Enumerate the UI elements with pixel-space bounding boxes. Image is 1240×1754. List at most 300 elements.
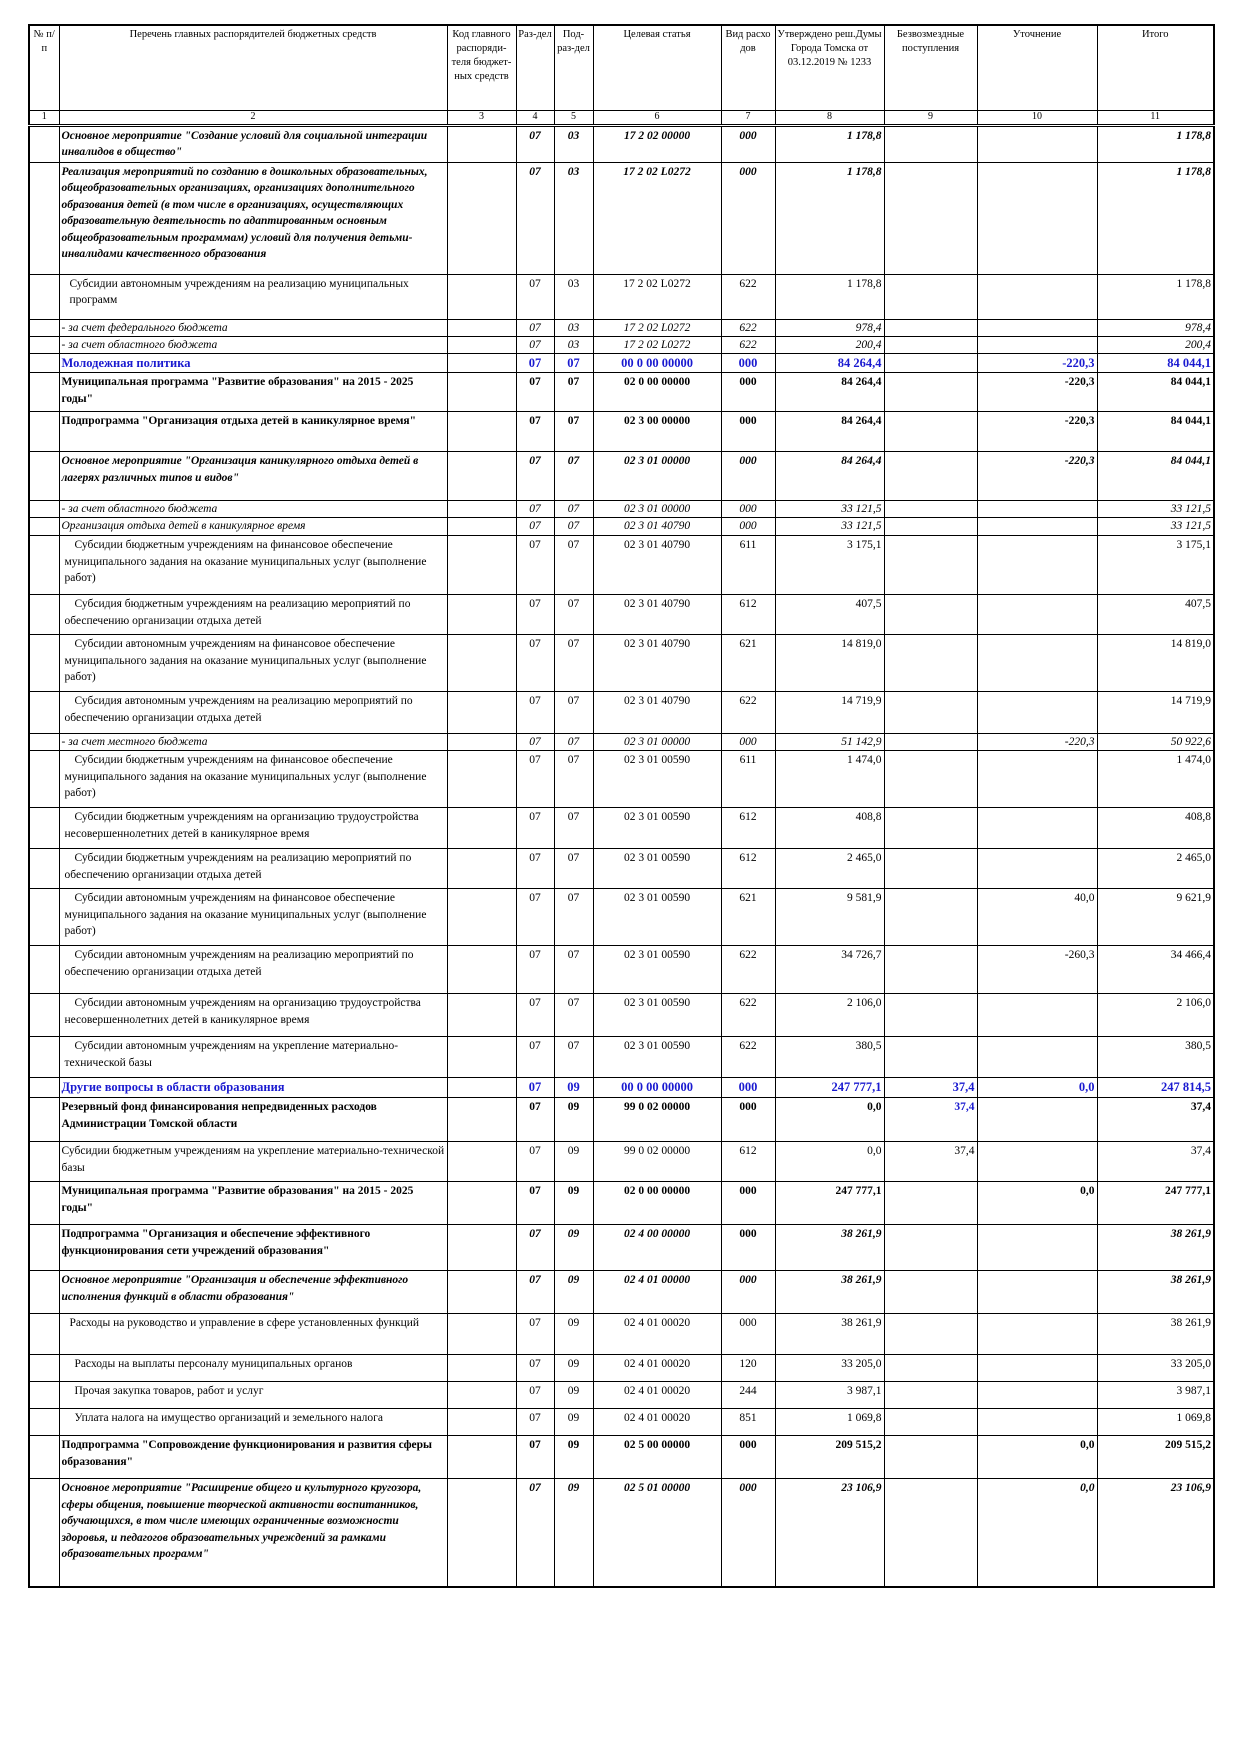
row-razdel-cell: 07	[516, 1225, 554, 1271]
table-row	[29, 1037, 1214, 1078]
row-total-cell: 1 069,8	[1097, 1409, 1214, 1436]
col-number: 6	[593, 110, 721, 125]
row-podrazdel-cell: 07	[554, 518, 593, 536]
row-approved-cell: 38 261,9	[775, 1314, 884, 1355]
row-razdel-cell: 07	[516, 125, 554, 162]
table-body	[29, 125, 1214, 1587]
row-number-cell	[29, 849, 59, 889]
row-total-cell: 2 465,0	[1097, 849, 1214, 889]
row-total-cell: 38 261,9	[1097, 1314, 1214, 1355]
row-adjustment-cell: 0,0	[977, 1078, 1097, 1098]
row-razdel-cell: 07	[516, 849, 554, 889]
row-target-cell: 02 3 00 00000	[593, 412, 721, 452]
row-razdel-cell: 07	[516, 501, 554, 518]
row-number-cell	[29, 1271, 59, 1314]
row-grants-cell	[884, 1355, 977, 1382]
table-row	[29, 536, 1214, 595]
table-row	[29, 1098, 1214, 1142]
row-podrazdel-cell: 03	[554, 336, 593, 353]
row-razdel-cell: 07	[516, 889, 554, 946]
col-number: 3	[447, 110, 516, 125]
row-expense-type-cell: 611	[721, 536, 775, 595]
table-row	[29, 1182, 1214, 1225]
row-target-cell: 02 5 00 00000	[593, 1436, 721, 1479]
row-name-cell: Уплата налога на имущество организаций и земельного налога	[59, 1409, 447, 1436]
row-grants-cell	[884, 889, 977, 946]
row-target-cell: 02 4 01 00020	[593, 1409, 721, 1436]
row-approved-cell: 34 726,7	[775, 946, 884, 994]
row-total-cell: 33 121,5	[1097, 501, 1214, 518]
row-total-cell: 84 044,1	[1097, 353, 1214, 373]
row-grants-cell	[884, 518, 977, 536]
row-number-cell	[29, 162, 59, 274]
row-approved-cell: 247 777,1	[775, 1182, 884, 1225]
table-row	[29, 518, 1214, 536]
row-number-cell	[29, 1409, 59, 1436]
row-approved-cell: 51 142,9	[775, 734, 884, 751]
row-code-cell	[447, 1409, 516, 1436]
col-number: 1	[29, 110, 59, 125]
row-expense-type-cell: 000	[721, 125, 775, 162]
row-code-cell	[447, 1314, 516, 1355]
row-target-cell: 02 3 01 00590	[593, 889, 721, 946]
col-header-grants: Безвозмездные поступления	[884, 25, 977, 110]
row-adjustment-cell: -220,3	[977, 412, 1097, 452]
row-expense-type-cell: 612	[721, 595, 775, 635]
row-expense-type-cell: 000	[721, 1182, 775, 1225]
row-podrazdel-cell: 09	[554, 1355, 593, 1382]
row-number-cell	[29, 1182, 59, 1225]
row-approved-cell: 1 178,8	[775, 162, 884, 274]
row-podrazdel-cell: 03	[554, 162, 593, 274]
row-approved-cell: 200,4	[775, 336, 884, 353]
row-number-cell	[29, 501, 59, 518]
row-podrazdel-cell: 07	[554, 373, 593, 412]
row-approved-cell: 33 121,5	[775, 518, 884, 536]
row-grants-cell	[884, 353, 977, 373]
row-approved-cell: 209 515,2	[775, 1436, 884, 1479]
table-row	[29, 734, 1214, 751]
row-razdel-cell: 07	[516, 808, 554, 849]
row-adjustment-cell	[977, 1314, 1097, 1355]
row-number-cell	[29, 319, 59, 336]
row-podrazdel-cell: 07	[554, 501, 593, 518]
row-total-cell: 2 106,0	[1097, 994, 1214, 1037]
row-expense-type-cell: 612	[721, 849, 775, 889]
row-grants-cell	[884, 1271, 977, 1314]
row-name-cell: - за счет областного бюджета	[59, 501, 447, 518]
row-grants-cell	[884, 849, 977, 889]
row-grants-cell	[884, 808, 977, 849]
row-podrazdel-cell: 03	[554, 319, 593, 336]
row-razdel-cell: 07	[516, 635, 554, 692]
row-code-cell	[447, 536, 516, 595]
row-podrazdel-cell: 09	[554, 1271, 593, 1314]
row-target-cell: 02 3 01 00590	[593, 946, 721, 994]
row-podrazdel-cell: 09	[554, 1479, 593, 1587]
row-adjustment-cell	[977, 518, 1097, 536]
row-adjustment-cell	[977, 1037, 1097, 1078]
row-number-cell	[29, 1436, 59, 1479]
row-number-cell	[29, 635, 59, 692]
row-number-cell	[29, 1078, 59, 1098]
row-name-cell: Субсидия бюджетным учреждениям на реализацию мероприятий по обеспечению организации отдыха детей	[59, 595, 447, 635]
row-grants-cell	[884, 946, 977, 994]
row-number-cell	[29, 734, 59, 751]
row-podrazdel-cell: 07	[554, 1037, 593, 1078]
row-target-cell: 02 3 01 00590	[593, 1037, 721, 1078]
row-expense-type-cell: 612	[721, 1142, 775, 1182]
row-expense-type-cell: 000	[721, 412, 775, 452]
row-name-cell: Субсидии бюджетным учреждениям на организацию трудоустройства несовершеннолетних детей в каникулярное время	[59, 808, 447, 849]
row-total-cell: 380,5	[1097, 1037, 1214, 1078]
col-number: 9	[884, 110, 977, 125]
row-adjustment-cell	[977, 849, 1097, 889]
row-expense-type-cell: 621	[721, 635, 775, 692]
row-adjustment-cell	[977, 808, 1097, 849]
col-header-approved: Утверждено реш.Думы Города Томска от 03.12.2019 № 1233	[775, 25, 884, 110]
row-approved-cell: 0,0	[775, 1098, 884, 1142]
row-adjustment-cell	[977, 501, 1097, 518]
row-total-cell: 14 819,0	[1097, 635, 1214, 692]
row-razdel-cell: 07	[516, 692, 554, 734]
row-razdel-cell: 07	[516, 1409, 554, 1436]
row-grants-cell	[884, 373, 977, 412]
row-number-cell	[29, 353, 59, 373]
row-target-cell: 02 3 01 40790	[593, 635, 721, 692]
row-grants-cell	[884, 1436, 977, 1479]
row-target-cell: 17 2 02 L0272	[593, 162, 721, 274]
row-adjustment-cell: -220,3	[977, 734, 1097, 751]
row-total-cell: 200,4	[1097, 336, 1214, 353]
row-expense-type-cell: 611	[721, 751, 775, 808]
row-code-cell	[447, 1382, 516, 1409]
row-approved-cell: 1 069,8	[775, 1409, 884, 1436]
row-podrazdel-cell: 09	[554, 1098, 593, 1142]
row-adjustment-cell	[977, 1409, 1097, 1436]
row-razdel-cell: 07	[516, 518, 554, 536]
row-approved-cell: 978,4	[775, 319, 884, 336]
row-expense-type-cell: 000	[721, 1479, 775, 1587]
row-podrazdel-cell: 07	[554, 692, 593, 734]
row-podrazdel-cell: 07	[554, 353, 593, 373]
row-total-cell: 408,8	[1097, 808, 1214, 849]
row-adjustment-cell: -220,3	[977, 373, 1097, 412]
row-name-cell: Субсидия автономным учреждениям на реализацию мероприятий по обеспечению организации отдыха детей	[59, 692, 447, 734]
row-name-cell: Субсидии автономным учреждениям на реализацию мероприятий по обеспечению организации отдыха детей	[59, 946, 447, 994]
row-podrazdel-cell: 07	[554, 536, 593, 595]
table-row	[29, 1479, 1214, 1587]
row-podrazdel-cell: 09	[554, 1314, 593, 1355]
table-row	[29, 635, 1214, 692]
table-row	[29, 1271, 1214, 1314]
row-code-cell	[447, 734, 516, 751]
row-number-cell	[29, 452, 59, 501]
row-approved-cell: 407,5	[775, 595, 884, 635]
row-code-cell	[447, 635, 516, 692]
col-header-code: Код главного распоряди-теля бюджет-ных средств	[447, 25, 516, 110]
row-code-cell	[447, 452, 516, 501]
row-adjustment-cell	[977, 1142, 1097, 1182]
row-name-cell: Субсидии бюджетным учреждениям на реализацию мероприятий по обеспечению организации отдыха детей	[59, 849, 447, 889]
row-total-cell: 50 922,6	[1097, 734, 1214, 751]
row-adjustment-cell	[977, 751, 1097, 808]
row-approved-cell: 1 178,8	[775, 125, 884, 162]
row-target-cell: 02 3 01 00000	[593, 452, 721, 501]
row-adjustment-cell	[977, 162, 1097, 274]
row-target-cell: 02 3 01 00590	[593, 808, 721, 849]
row-grants-cell	[884, 1409, 977, 1436]
row-adjustment-cell	[977, 319, 1097, 336]
row-name-cell: Другие вопросы в области образования	[59, 1078, 447, 1098]
col-header-adjustment: Уточнение	[977, 25, 1097, 110]
row-target-cell: 02 4 01 00000	[593, 1271, 721, 1314]
row-name-cell: - за счет областного бюджета	[59, 336, 447, 353]
row-grants-cell	[884, 1225, 977, 1271]
col-header-razdel: Раз-дел	[516, 25, 554, 110]
table-row	[29, 1382, 1214, 1409]
row-adjustment-cell: 0,0	[977, 1436, 1097, 1479]
row-code-cell	[447, 501, 516, 518]
row-razdel-cell: 07	[516, 1271, 554, 1314]
row-target-cell: 17 2 02 00000	[593, 125, 721, 162]
row-adjustment-cell	[977, 536, 1097, 595]
row-target-cell: 02 3 01 40790	[593, 536, 721, 595]
col-number: 10	[977, 110, 1097, 125]
row-target-cell: 02 3 01 00590	[593, 751, 721, 808]
row-grants-cell	[884, 734, 977, 751]
row-number-cell	[29, 1314, 59, 1355]
row-razdel-cell: 07	[516, 319, 554, 336]
row-grants-cell	[884, 994, 977, 1037]
row-total-cell: 9 621,9	[1097, 889, 1214, 946]
row-razdel-cell: 07	[516, 946, 554, 994]
row-number-cell	[29, 1355, 59, 1382]
row-target-cell: 02 3 01 40790	[593, 518, 721, 536]
row-expense-type-cell: 000	[721, 1436, 775, 1479]
row-expense-type-cell: 000	[721, 518, 775, 536]
row-code-cell	[447, 595, 516, 635]
row-expense-type-cell: 621	[721, 889, 775, 946]
row-target-cell: 00 0 00 00000	[593, 1078, 721, 1098]
table-row	[29, 274, 1214, 319]
row-grants-cell	[884, 595, 977, 635]
row-adjustment-cell: 40,0	[977, 889, 1097, 946]
row-podrazdel-cell: 09	[554, 1382, 593, 1409]
row-number-cell	[29, 536, 59, 595]
table-row	[29, 1409, 1214, 1436]
row-expense-type-cell: 000	[721, 452, 775, 501]
row-razdel-cell: 07	[516, 162, 554, 274]
row-code-cell	[447, 994, 516, 1037]
row-grants-cell	[884, 536, 977, 595]
row-number-cell	[29, 373, 59, 412]
col-header-target: Целевая статья	[593, 25, 721, 110]
row-code-cell	[447, 1078, 516, 1098]
row-code-cell	[447, 1142, 516, 1182]
row-total-cell: 37,4	[1097, 1142, 1214, 1182]
row-podrazdel-cell: 07	[554, 849, 593, 889]
col-number: 5	[554, 110, 593, 125]
table-row	[29, 125, 1214, 162]
row-code-cell	[447, 751, 516, 808]
row-name-cell: Подпрограмма "Сопровождение функционирования и развития сферы образования"	[59, 1436, 447, 1479]
row-name-cell: Субсидии бюджетным учреждениям на финансовое обеспечение муниципального задания на оказание муниципальных услуг (выполнение работ)	[59, 751, 447, 808]
row-razdel-cell: 07	[516, 1382, 554, 1409]
row-expense-type-cell: 622	[721, 946, 775, 994]
row-adjustment-cell	[977, 336, 1097, 353]
row-name-cell: Прочая закупка товаров, работ и услуг	[59, 1382, 447, 1409]
row-name-cell: Организация отдыха детей в каникулярное время	[59, 518, 447, 536]
row-adjustment-cell	[977, 692, 1097, 734]
row-name-cell: Расходы на выплаты персоналу муниципальных органов	[59, 1355, 447, 1382]
col-number: 8	[775, 110, 884, 125]
row-code-cell	[447, 373, 516, 412]
row-razdel-cell: 07	[516, 1314, 554, 1355]
row-number-cell	[29, 518, 59, 536]
row-grants-cell: 37,4	[884, 1098, 977, 1142]
row-target-cell: 02 4 01 00020	[593, 1314, 721, 1355]
col-number: 11	[1097, 110, 1214, 125]
row-approved-cell: 3 175,1	[775, 536, 884, 595]
row-podrazdel-cell: 07	[554, 734, 593, 751]
budget-table	[28, 24, 1215, 1588]
row-code-cell	[447, 353, 516, 373]
row-code-cell	[447, 412, 516, 452]
row-podrazdel-cell: 07	[554, 889, 593, 946]
row-grants-cell	[884, 319, 977, 336]
row-total-cell: 1 178,8	[1097, 125, 1214, 162]
table-row	[29, 501, 1214, 518]
row-code-cell	[447, 336, 516, 353]
row-approved-cell: 2 106,0	[775, 994, 884, 1037]
row-expense-type-cell: 000	[721, 1271, 775, 1314]
row-number-cell	[29, 1098, 59, 1142]
row-name-cell: Муниципальная программа "Развитие образования" на 2015 - 2025 годы"	[59, 1182, 447, 1225]
row-podrazdel-cell: 07	[554, 808, 593, 849]
row-razdel-cell: 07	[516, 1479, 554, 1587]
column-number-row	[29, 110, 1214, 125]
row-target-cell: 02 3 01 00000	[593, 501, 721, 518]
row-adjustment-cell	[977, 274, 1097, 319]
row-adjustment-cell: -220,3	[977, 452, 1097, 501]
row-podrazdel-cell: 09	[554, 1409, 593, 1436]
row-total-cell: 407,5	[1097, 595, 1214, 635]
row-target-cell: 02 4 01 00020	[593, 1382, 721, 1409]
row-podrazdel-cell: 07	[554, 412, 593, 452]
row-number-cell	[29, 692, 59, 734]
table-row	[29, 1142, 1214, 1182]
row-grants-cell	[884, 274, 977, 319]
row-code-cell	[447, 1182, 516, 1225]
row-total-cell: 37,4	[1097, 1098, 1214, 1142]
row-approved-cell: 33 205,0	[775, 1355, 884, 1382]
table-row	[29, 1225, 1214, 1271]
row-expense-type-cell: 000	[721, 373, 775, 412]
table-row	[29, 849, 1214, 889]
row-number-cell	[29, 1382, 59, 1409]
row-total-cell: 38 261,9	[1097, 1271, 1214, 1314]
row-number-cell	[29, 1479, 59, 1587]
row-expense-type-cell: 622	[721, 1037, 775, 1078]
row-adjustment-cell	[977, 1271, 1097, 1314]
row-adjustment-cell	[977, 595, 1097, 635]
table-row	[29, 889, 1214, 946]
row-podrazdel-cell: 09	[554, 1225, 593, 1271]
row-razdel-cell: 07	[516, 595, 554, 635]
row-total-cell: 247 777,1	[1097, 1182, 1214, 1225]
table-row	[29, 751, 1214, 808]
table-row	[29, 162, 1214, 274]
row-name-cell: Субсидии бюджетным учреждениям на укрепление материально-технической базы	[59, 1142, 447, 1182]
row-total-cell: 209 515,2	[1097, 1436, 1214, 1479]
table-row	[29, 353, 1214, 373]
row-adjustment-cell	[977, 1225, 1097, 1271]
row-podrazdel-cell: 09	[554, 1078, 593, 1098]
row-name-cell: Реализация мероприятий по созданию в дошкольных образовательных, общеобразовательных организациях, организациях дополнительного образования детей (в том числе в организациях, осуществляющих образовательную деятельность по адаптированным основным общеобразовательным программам) условий для получения детьми-инвалидами качественного образования	[59, 162, 447, 274]
row-adjustment-cell	[977, 635, 1097, 692]
row-approved-cell: 38 261,9	[775, 1225, 884, 1271]
row-number-cell	[29, 125, 59, 162]
row-razdel-cell: 07	[516, 353, 554, 373]
row-approved-cell: 9 581,9	[775, 889, 884, 946]
row-podrazdel-cell: 03	[554, 125, 593, 162]
row-grants-cell	[884, 1037, 977, 1078]
table-row	[29, 595, 1214, 635]
row-target-cell: 02 3 01 40790	[593, 692, 721, 734]
table-header-row	[29, 25, 1214, 110]
row-number-cell	[29, 994, 59, 1037]
row-expense-type-cell: 622	[721, 274, 775, 319]
table-row	[29, 808, 1214, 849]
row-name-cell: Молодежная политика	[59, 353, 447, 373]
row-expense-type-cell: 000	[721, 501, 775, 518]
row-name-cell: Основное мероприятие "Организация каникулярного отдыха детей в лагерях различных типов и видов"	[59, 452, 447, 501]
row-grants-cell: 37,4	[884, 1078, 977, 1098]
row-total-cell: 1 474,0	[1097, 751, 1214, 808]
row-number-cell	[29, 412, 59, 452]
row-expense-type-cell: 000	[721, 162, 775, 274]
row-razdel-cell: 07	[516, 1098, 554, 1142]
row-approved-cell: 14 819,0	[775, 635, 884, 692]
row-approved-cell: 84 264,4	[775, 412, 884, 452]
row-name-cell: Субсидии бюджетным учреждениям на финансовое обеспечение муниципального задания на оказание муниципальных услуг (выполнение работ)	[59, 536, 447, 595]
row-code-cell	[447, 1037, 516, 1078]
row-name-cell: Подпрограмма "Организация и обеспечение эффективного функционирования сети учреждений образования"	[59, 1225, 447, 1271]
row-target-cell: 02 3 01 00590	[593, 849, 721, 889]
row-code-cell	[447, 889, 516, 946]
row-razdel-cell: 07	[516, 734, 554, 751]
row-podrazdel-cell: 09	[554, 1142, 593, 1182]
row-razdel-cell: 07	[516, 1182, 554, 1225]
row-name-cell: Подпрограмма "Организация отдыха детей в каникулярное время"	[59, 412, 447, 452]
row-total-cell: 1 178,8	[1097, 274, 1214, 319]
row-name-cell: Субсидии автономным учреждениям на реализацию муниципальных программ	[59, 274, 447, 319]
row-target-cell: 00 0 00 00000	[593, 353, 721, 373]
row-target-cell: 02 0 00 00000	[593, 1182, 721, 1225]
row-total-cell: 247 814,5	[1097, 1078, 1214, 1098]
row-total-cell: 3 175,1	[1097, 536, 1214, 595]
col-number: 2	[59, 110, 447, 125]
row-number-cell	[29, 751, 59, 808]
row-approved-cell: 84 264,4	[775, 373, 884, 412]
row-grants-cell	[884, 635, 977, 692]
row-target-cell: 17 2 02 L0272	[593, 336, 721, 353]
row-grants-cell	[884, 751, 977, 808]
row-number-cell	[29, 1225, 59, 1271]
table-row	[29, 319, 1214, 336]
row-expense-type-cell: 000	[721, 353, 775, 373]
